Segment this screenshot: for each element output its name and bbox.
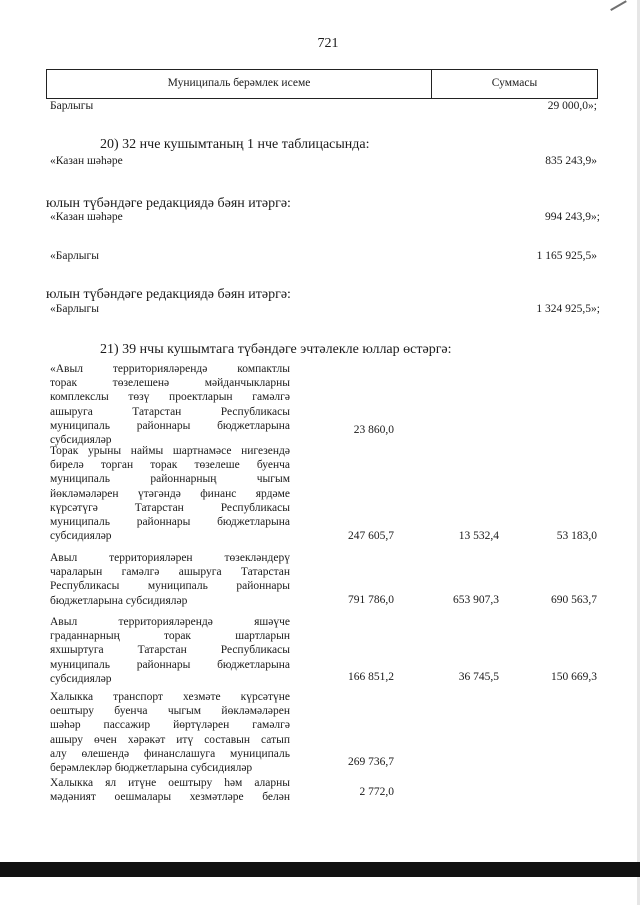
row-value-3: 53 183,0	[556, 530, 597, 542]
row-value-1: 791 786,0	[348, 594, 394, 606]
row-text-line: берәмлекләр бюджетларына субсидияләр	[50, 761, 253, 774]
table-row	[50, 444, 290, 543]
row-text-line: комплекслы төзү проектларын гамәлгә	[50, 391, 290, 404]
row-text-line: граданнарның торак шартларын	[50, 630, 290, 643]
row-text-line: Республикасы муниципаль районнары	[50, 580, 290, 593]
row-text-line: алу өлешендә финанслашуга муниципаль	[50, 747, 290, 760]
kazan-value-new: 994 243,9»;	[545, 211, 600, 223]
row-text-line: субсидияләр	[50, 433, 112, 446]
row-text-line: чараларын гамәлгә ашыруга Татарстан	[50, 566, 290, 579]
row-text-line: Торак урыны наймы шартнамәсе нигезендә	[50, 445, 290, 457]
row-text-line: яхшыртуга Татарстан Республикасы	[50, 644, 290, 657]
scan-mark	[610, 0, 632, 19]
row-text-line: Халыкка ял итүне оештыру һәм аларны	[50, 777, 290, 789]
page-number: 721	[317, 36, 339, 51]
redaction-text-1: юлын түбәндәге редакциядә бәян итәргә:	[46, 196, 291, 211]
row-text-line: торак төзелешенә мәйданчыкларны	[50, 377, 290, 390]
row-value-1: 269 736,7	[348, 756, 394, 768]
row-text-line: күрсәтүгә Татарстан Республикасы	[50, 501, 290, 514]
row-text-line: муниципаль районнарның чыгым	[50, 473, 290, 486]
total-label-new: «Барлыгы	[50, 303, 99, 315]
table-row	[50, 615, 290, 686]
kazan-value: 835 243,9»	[545, 155, 597, 167]
row-text-line: муниципаль районнары бюджетларына	[50, 515, 290, 528]
header-amount: Суммасы	[491, 77, 538, 89]
table-header	[46, 69, 598, 99]
section-21-title: 21) 39 нчы кушымтага түбәндәге эчтәлекле юллар өстәргә:	[100, 342, 452, 357]
row-text-line: бюджетларына субсидияләр	[50, 594, 188, 607]
row-text-line: Авыл территорияләрен төзекләндерү	[50, 552, 290, 564]
row-value-2: 13 532,4	[458, 530, 499, 542]
row-value-1: 23 860,0	[353, 424, 394, 436]
header-municipality: Муниципаль берәмлек исеме	[167, 77, 311, 89]
table-row	[50, 551, 290, 608]
table-row	[50, 776, 290, 804]
row-value-2: 36 745,5	[458, 671, 499, 683]
row-value-1: 247 605,7	[348, 530, 394, 542]
row-value-1: 2 772,0	[359, 786, 394, 798]
total-value-new: 1 324 925,5»;	[536, 303, 600, 315]
total-value-2: 1 165 925,5»	[536, 250, 597, 262]
row-text-line: субсидияләр	[50, 672, 112, 685]
row-text-line: мәдәният оешмалары хезмәтләре белән	[50, 791, 290, 804]
row-text-line: оештыру буенча чыгым йөкләмәләрен	[50, 705, 290, 718]
scan-bottom-bar	[0, 862, 640, 877]
redaction-text-2: юлын түбәндәге редакциядә бәян итәргә:	[46, 287, 291, 302]
row-text-line: Авыл территорияләрендә яшәүче	[50, 616, 290, 628]
row-text-line: йөкләмәләрен үтәгәндә финанс ярдәме	[50, 487, 290, 500]
row-value-1: 166 851,2	[348, 671, 394, 683]
row-text-line: бирелә торган торак төзелеше буенча	[50, 459, 290, 472]
row-text-line: «Авыл территорияләрендә компактлы	[50, 363, 290, 375]
row-text-line: ашыру өчен хәрәкәт итү составын сатып	[50, 733, 290, 746]
row-value-2: 653 907,3	[453, 594, 499, 606]
row-text-line: ашыруга Татарстан Республикасы	[50, 405, 290, 418]
row-text-line: муниципаль районнары бюджетларына	[50, 658, 290, 671]
section-20-title: 20) 32 нче кушымтаның 1 нче таблицасында:	[100, 137, 370, 152]
row-text-line: муниципаль районнары бюджетларына	[50, 419, 290, 432]
total-value: 29 000,0»;	[547, 100, 597, 112]
kazan-label: «Казан шәһәре	[50, 155, 123, 167]
table-row	[50, 362, 290, 447]
row-text-line: Халыкка транспорт хезмәте күрсәтүне	[50, 691, 290, 703]
row-text-line: шәһәр пассажир йөртүләрен гамәлгә	[50, 719, 290, 732]
kazan-label-new: «Казан шәһәре	[50, 211, 123, 223]
row-text-line: субсидияләр	[50, 530, 112, 543]
total-label: Барлыгы	[50, 100, 94, 112]
table-row	[50, 690, 290, 775]
row-value-3: 150 669,3	[551, 671, 597, 683]
row-value-3: 690 563,7	[551, 594, 597, 606]
total-label-2: «Барлыгы	[50, 250, 99, 262]
